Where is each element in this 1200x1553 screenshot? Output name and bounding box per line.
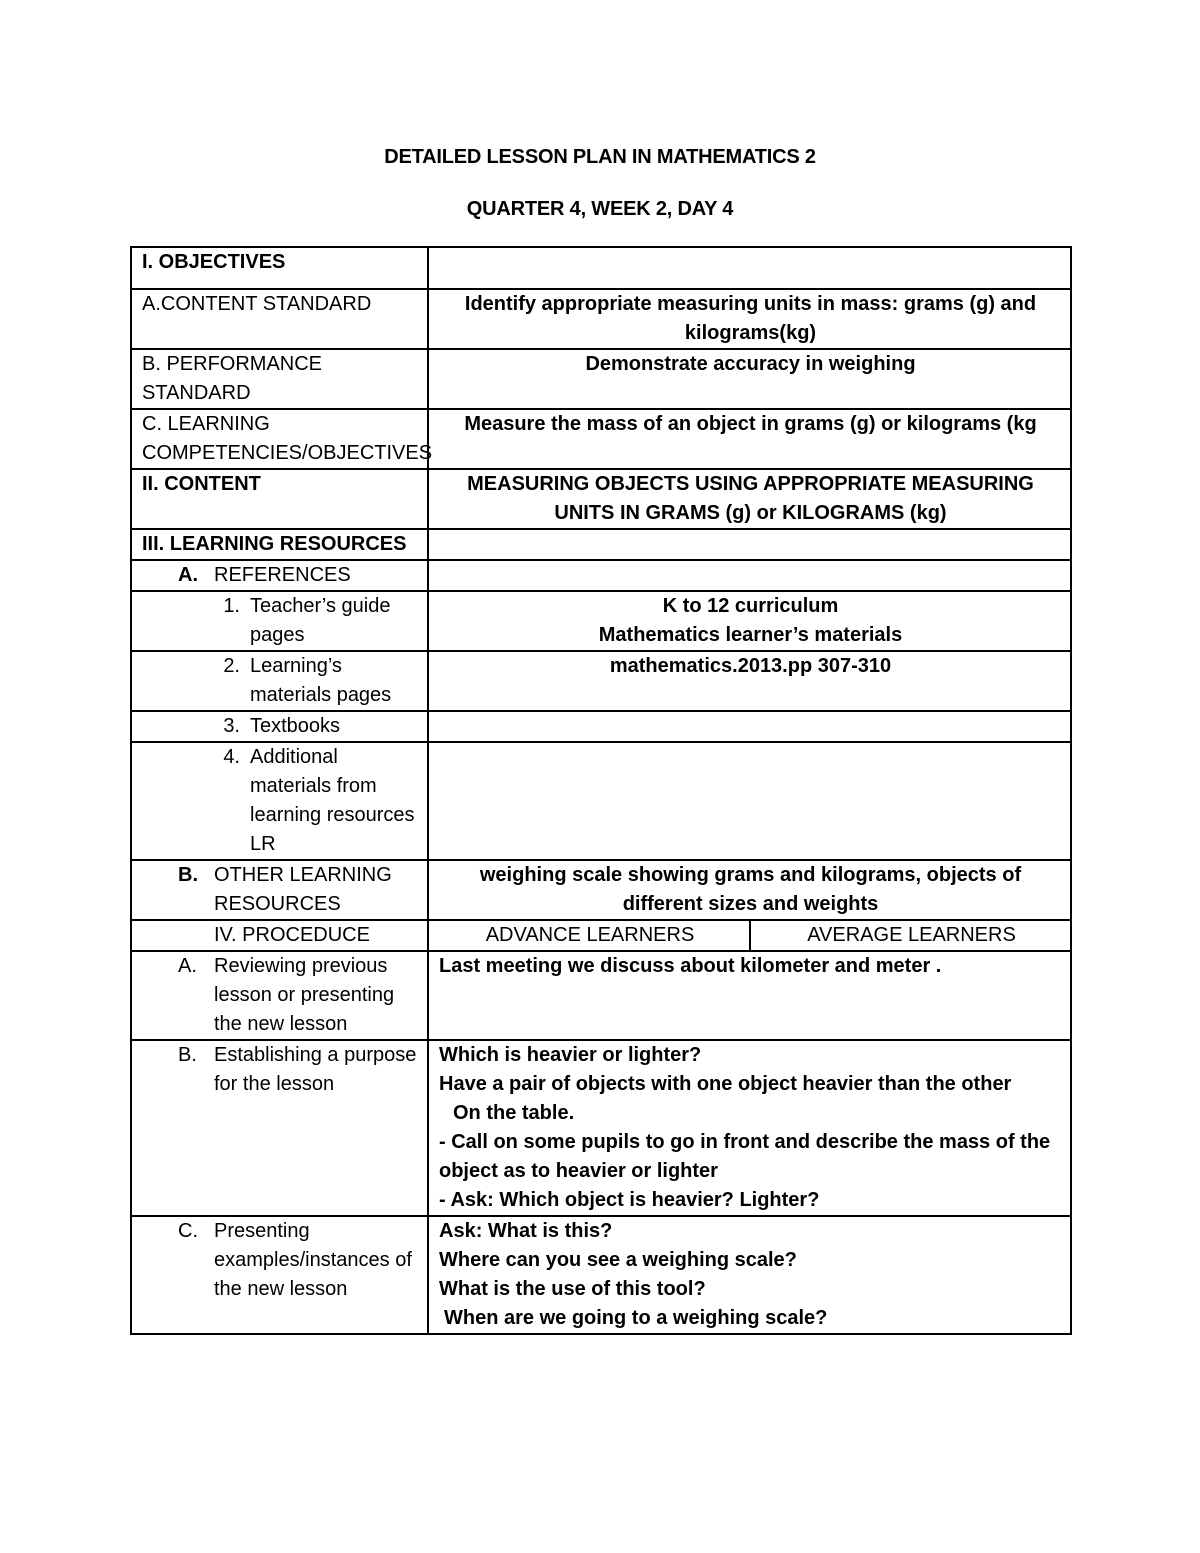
table-row — [131, 349, 1071, 409]
objectives-value — [428, 247, 1071, 289]
textbooks-marker: 3. — [223, 715, 240, 737]
average-learners-header: AVERAGE LEARNERS — [750, 920, 1071, 951]
other-resources-cell — [131, 860, 428, 920]
advance-learners-header: ADVANCE LEARNERS — [428, 920, 750, 951]
procedure-spacer — [178, 921, 214, 950]
teachers-guide-value-line: Mathematics learner’s materials — [598, 624, 903, 646]
presenting-line: What is the use of this tool? — [439, 1278, 706, 1300]
presenting-line: When are we going to a weighing scale? — [444, 1307, 828, 1329]
other-resources-label: OTHER LEARNING RESOURCES — [214, 864, 392, 915]
presenting-line: Ask: What is this? — [439, 1220, 613, 1242]
learners-materials-label: Learning’s materials pages — [250, 655, 392, 706]
procedure-cell — [131, 920, 428, 951]
presenting-cell — [131, 1216, 428, 1334]
establishing-label: Establishing a purpose for the lesson — [214, 1044, 417, 1095]
reviewing-cell — [131, 951, 428, 1040]
document-subtitle: QUARTER 4, WEEK 2, DAY 4 — [466, 198, 734, 220]
performance-standard-value: Demonstrate accuracy in weighing — [428, 349, 1071, 409]
learning-competencies-value: Measure the mass of an object in grams (g) or kilograms (kg — [428, 409, 1071, 469]
presenting-label: Presenting examples/instances of the new lesson — [214, 1220, 412, 1300]
establishing-line: Have a pair of objects with one object heavier than the other — [439, 1073, 1012, 1095]
teachers-guide-marker: 1. — [223, 595, 240, 617]
establishing-cell — [131, 1040, 428, 1216]
table-row — [131, 529, 1071, 560]
textbooks-label: Textbooks — [250, 715, 341, 737]
objectives-heading: I. OBJECTIVES — [131, 247, 428, 289]
table-row — [131, 1040, 1071, 1216]
table-row — [131, 247, 1071, 289]
establishing-value — [428, 1040, 1071, 1216]
other-resources-marker: B. — [178, 864, 198, 886]
additional-materials-marker: 4. — [223, 746, 240, 768]
teachers-guide-value — [428, 591, 1071, 651]
additional-materials-value — [428, 742, 1071, 860]
presenting-line: Where can you see a weighing scale? — [439, 1249, 797, 1271]
performance-standard-label: B. PERFORMANCE STANDARD — [131, 349, 428, 409]
references-value — [428, 560, 1071, 591]
references-marker: A. — [178, 564, 198, 586]
content-label: II. CONTENT — [131, 469, 428, 529]
teachers-guide-cell — [131, 591, 428, 651]
presenting-value — [428, 1216, 1071, 1334]
reviewing-value: Last meeting we discuss about kilometer and meter . — [428, 951, 1071, 1040]
learning-competencies-label: C. LEARNING COMPETENCIES/OBJECTIVES — [131, 409, 428, 469]
establishing-line: - Ask: Which object is heavier? Lighter? — [439, 1189, 820, 1211]
teachers-guide-value-line: K to 12 curriculum — [662, 595, 839, 617]
reviewing-label: Reviewing previous lesson or presenting the new lesson — [214, 955, 395, 1035]
establishing-marker: B. — [178, 1044, 197, 1066]
table-row — [131, 409, 1071, 469]
table-row — [131, 591, 1071, 651]
table-row — [131, 742, 1071, 860]
other-resources-value: weighing scale showing grams and kilograms, objects of different sizes and weights — [428, 860, 1071, 920]
reviewing-marker: A. — [178, 955, 197, 977]
establishing-line: Which is heavier or lighter? — [439, 1044, 702, 1066]
table-row — [131, 920, 1071, 951]
teachers-guide-label: Teacher’s guide pages — [250, 595, 391, 646]
lesson-plan-table — [130, 246, 1072, 1335]
learners-materials-cell — [131, 651, 428, 711]
table-row — [131, 860, 1071, 920]
references-cell — [131, 560, 428, 591]
document-title: DETAILED LESSON PLAN IN MATHEMATICS 2 — [384, 146, 816, 168]
presenting-marker: C. — [178, 1220, 198, 1242]
table-row — [131, 951, 1071, 1040]
learning-resources-heading: III. LEARNING RESOURCES — [131, 529, 428, 560]
table-row — [131, 469, 1071, 529]
references-label: REFERENCES — [214, 564, 351, 586]
learners-materials-value: mathematics.2013.pp 307-310 — [428, 651, 1071, 711]
table-row — [131, 289, 1071, 349]
learners-materials-marker: 2. — [223, 655, 240, 677]
table-row — [131, 560, 1071, 591]
learning-resources-value — [428, 529, 1071, 560]
content-value: MEASURING OBJECTS USING APPROPRIATE MEASURING UNITS IN GRAMS (g) or KILOGRAMS (kg) — [428, 469, 1071, 529]
procedure-label: IV. PROCEDUCE — [214, 924, 370, 946]
table-row — [131, 1216, 1071, 1334]
additional-materials-cell — [131, 742, 428, 860]
textbooks-value — [428, 711, 1071, 742]
table-row — [131, 711, 1071, 742]
content-standard-label: A.CONTENT STANDARD — [131, 289, 428, 349]
establishing-line: - Call on some pupils to go in front and describe the mass of the object as to heavier or lighter — [439, 1131, 1051, 1182]
textbooks-cell — [131, 711, 428, 742]
content-standard-value: Identify appropriate measuring units in mass: grams (g) and kilograms(kg) — [428, 289, 1071, 349]
additional-materials-label: Additional materials from learning resources LR — [250, 746, 415, 855]
table-row — [131, 651, 1071, 711]
establishing-line: On the table. — [453, 1102, 575, 1124]
